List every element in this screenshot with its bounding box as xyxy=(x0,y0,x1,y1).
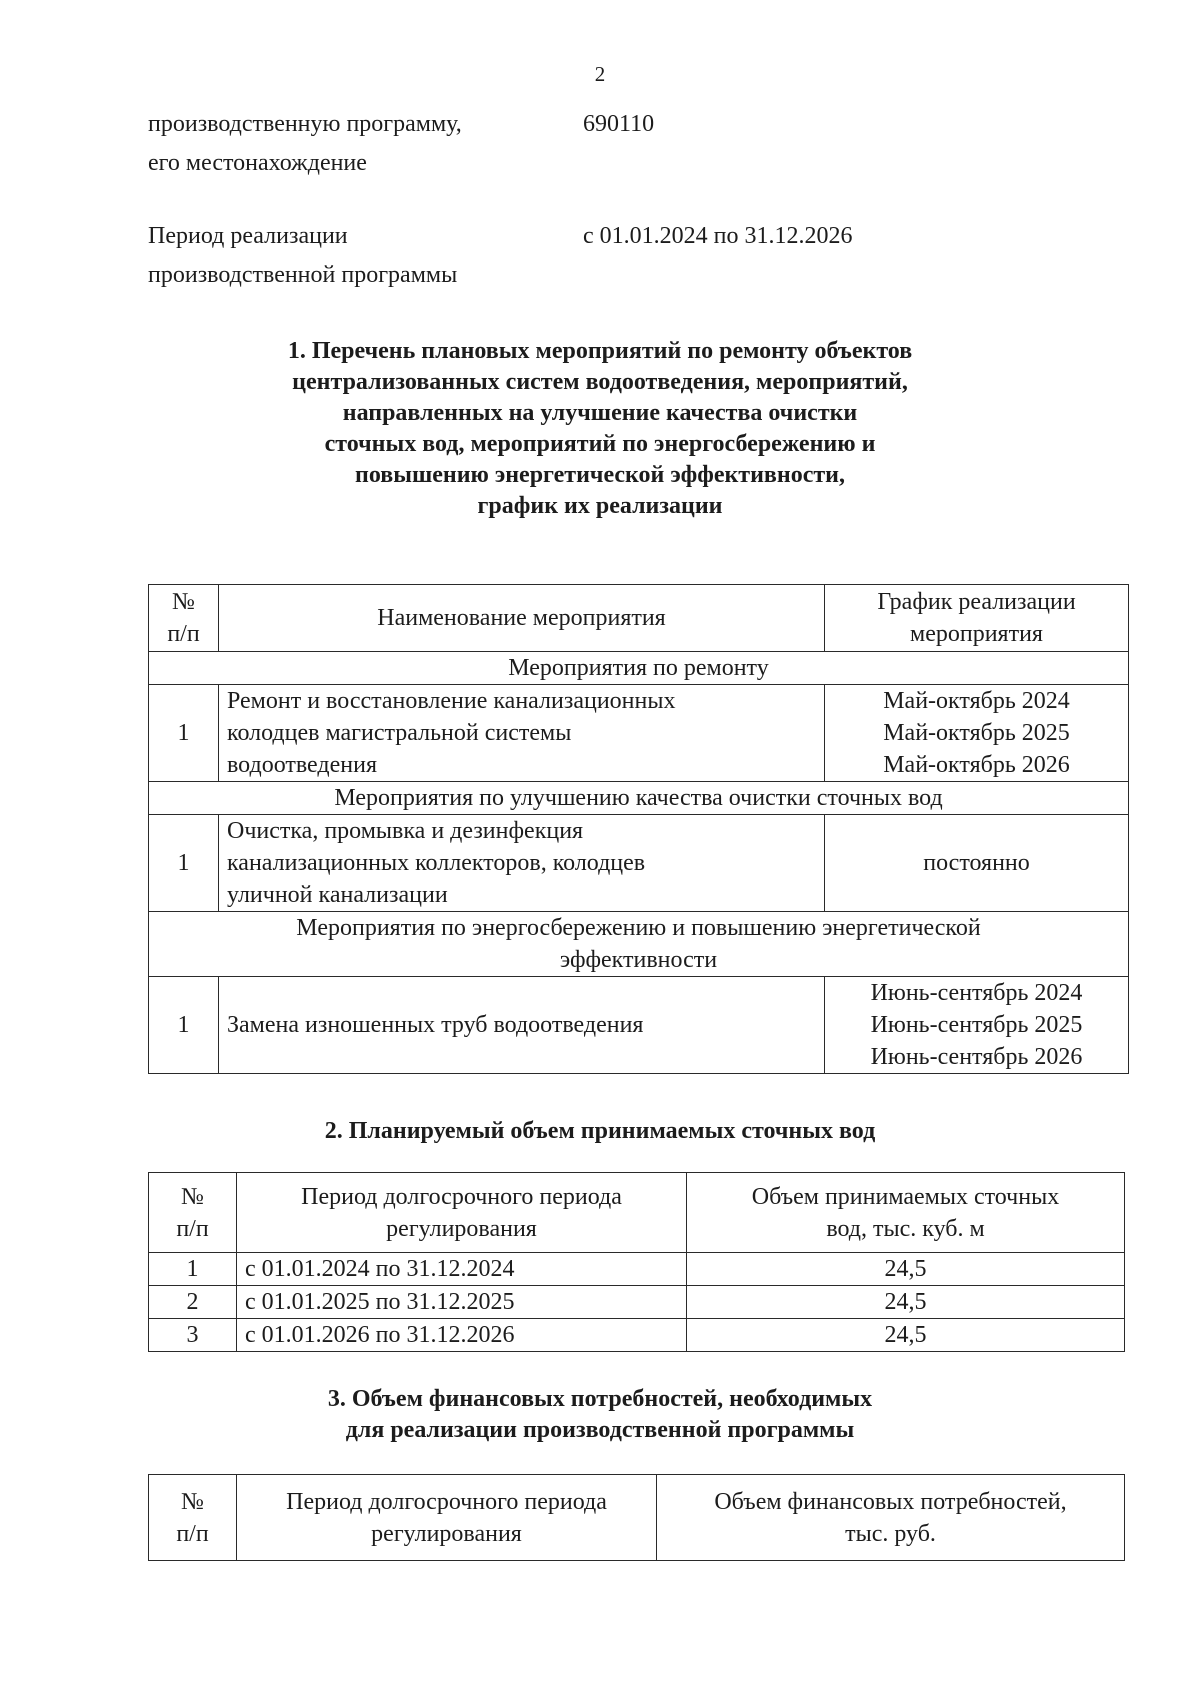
group-title-row xyxy=(149,912,1129,977)
group-title-row xyxy=(149,652,1129,685)
info-label: Период реализации производственной программы xyxy=(148,223,458,288)
finance-table xyxy=(148,1474,1125,1561)
row-name: Очистка, промывка и дезинфекция канализационных коллекторов, колодцев уличной канализации xyxy=(219,815,825,912)
row-num: 2 xyxy=(149,1286,237,1319)
header-period: Период долгосрочного периода регулирования xyxy=(237,1173,687,1253)
table-row xyxy=(149,815,1129,912)
table-row xyxy=(149,977,1129,1074)
page-number: 2 xyxy=(594,62,606,86)
header-num: № п/п xyxy=(149,585,219,652)
section2-title: 2. Планируемый объем принимаемых сточных вод xyxy=(324,1118,876,1144)
header-name: Наименование мероприятия xyxy=(219,585,825,652)
row-name: Ремонт и восстановление канализационных колодцев магистральной системы водоотведения xyxy=(219,685,825,782)
row-volume: 24,5 xyxy=(687,1253,1125,1286)
header-num: № п/п xyxy=(149,1475,237,1561)
group-title-row xyxy=(149,782,1129,815)
info-label: производственную программу, его местонахождение xyxy=(148,111,462,176)
table-header-row xyxy=(149,1173,1125,1253)
row-volume: 24,5 xyxy=(687,1286,1125,1319)
header-schedule: График реализации мероприятия xyxy=(825,585,1129,652)
row-period: с 01.01.2025 по 31.12.2025 xyxy=(237,1286,687,1319)
row-schedule: Май-октябрь 2024 Май-октябрь 2025 Май-октябрь 2026 xyxy=(825,685,1129,782)
section1-title: 1. Перечень плановых мероприятий по ремонту объектов централизованных систем водоотведения, мероприятий, направленных на улучшение качества очистки сточных вод, мероприятий по энергосбережению и повышению энергетической эффективности, график их реализации xyxy=(287,338,913,519)
table-header-row xyxy=(149,585,1129,652)
volume-table xyxy=(148,1172,1125,1352)
row-volume: 24,5 xyxy=(687,1319,1125,1352)
row-num: 3 xyxy=(149,1319,237,1352)
row-name: Замена изношенных труб водоотведения xyxy=(219,977,825,1074)
row-schedule: постоянно xyxy=(825,815,1129,912)
activities-table xyxy=(148,584,1129,1074)
section3-title: 3. Объем финансовых потребностей, необходимых для реализации производственной программы xyxy=(327,1386,873,1443)
table-row xyxy=(149,1253,1125,1286)
table-row xyxy=(149,1286,1125,1319)
header-volume: Объем принимаемых сточных вод, тыс. куб. м xyxy=(687,1173,1125,1253)
group-title: Мероприятия по ремонту xyxy=(149,652,1129,685)
info-value: 690110 xyxy=(583,111,655,137)
table-row xyxy=(149,685,1129,782)
table-row xyxy=(149,1319,1125,1352)
row-num: 1 xyxy=(149,977,219,1074)
header-period: Период долгосрочного периода регулирования xyxy=(237,1475,657,1561)
row-schedule: Июнь-сентябрь 2024 Июнь-сентябрь 2025 Июнь-сентябрь 2026 xyxy=(825,977,1129,1074)
row-period: с 01.01.2024 по 31.12.2024 xyxy=(237,1253,687,1286)
row-num: 1 xyxy=(149,685,219,782)
row-num: 1 xyxy=(149,815,219,912)
header-num: № п/п xyxy=(149,1173,237,1253)
row-num: 1 xyxy=(149,1253,237,1286)
row-period: с 01.01.2026 по 31.12.2026 xyxy=(237,1319,687,1352)
table-header-row xyxy=(149,1475,1125,1561)
info-value: с 01.01.2024 по 31.12.2026 xyxy=(583,223,853,249)
group-title: Мероприятия по улучшению качества очистки сточных вод xyxy=(149,782,1129,815)
group-title: Мероприятия по энергосбережению и повышению энергетической эффективности xyxy=(149,912,1129,977)
header-finance: Объем финансовых потребностей, тыс. руб. xyxy=(657,1475,1125,1561)
